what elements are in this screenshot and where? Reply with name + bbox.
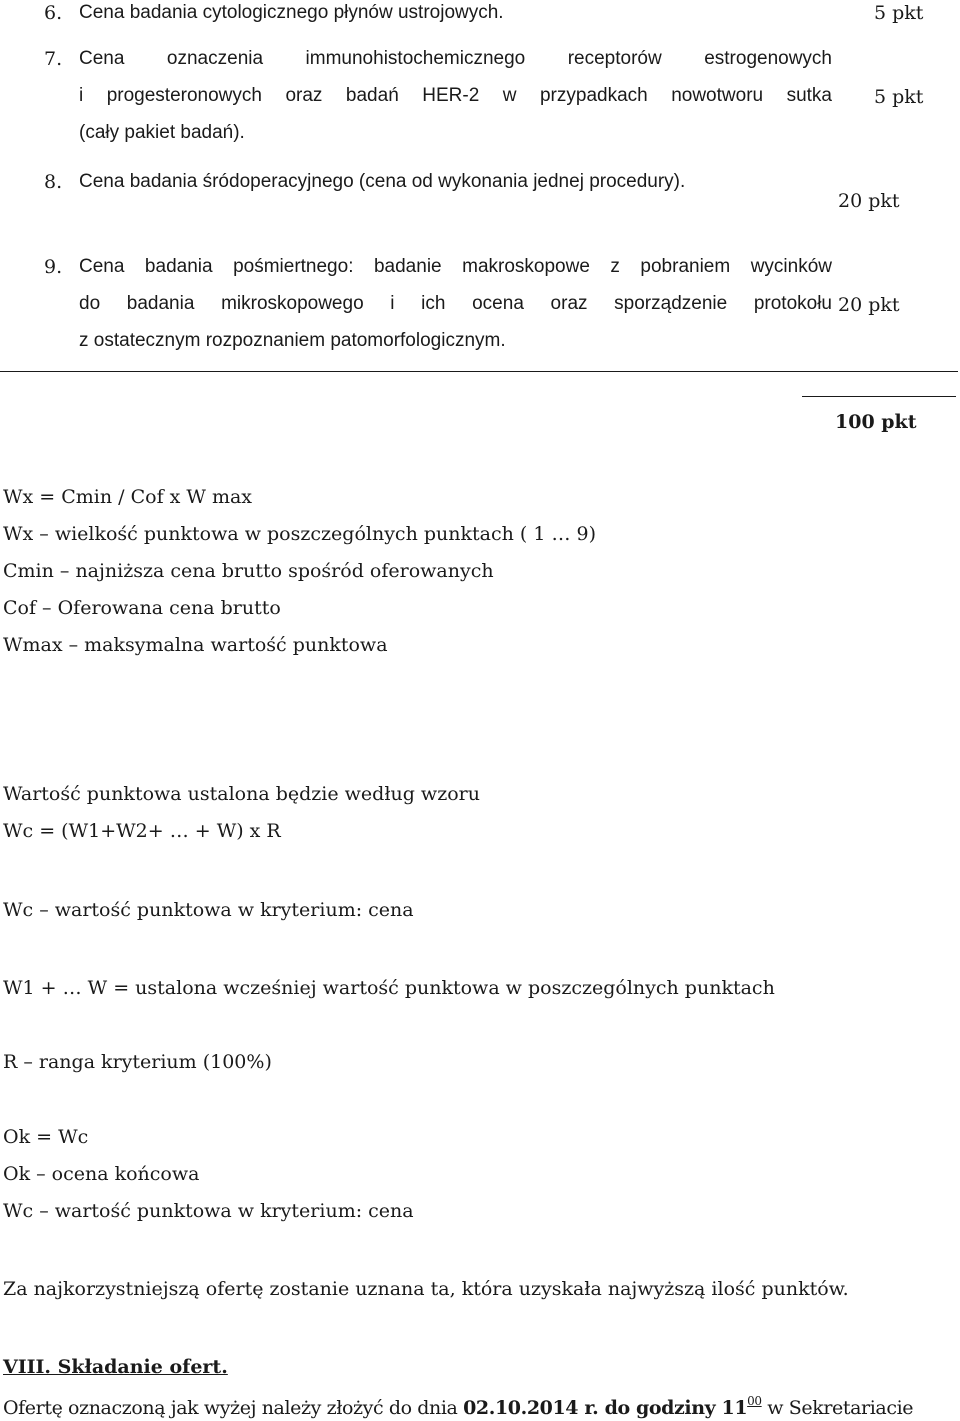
total-value: 100 pkt [835,411,917,433]
item-number-6: 6. [44,2,63,24]
wc-definition-2: Wc – wartość punktowa w kryterium: cena [3,1200,414,1222]
item-text-8: Cena badania śródoperacyjnego (cena od wykonania jednej procedury). [79,171,686,192]
w-definition: W1 + … W = ustalona wcześniej wartość punktowa w poszczególnych punktach [3,977,775,999]
item-text-7-line3: (cały pakiet badań). [79,122,245,143]
offer-deadline [3,1394,913,1419]
offer-deadline-date: 02.10.2014 r. do godziny 11 [463,1397,748,1419]
item-points-8: 20 pkt [838,190,900,212]
r-definition: R – ranga kryterium (100%) [3,1051,272,1073]
ok-formula: Ok = Wc [3,1126,89,1148]
item-number-7: 7. [44,48,63,70]
item-text-9-line1: Cena badania pośmiertnego: badanie makroskopowe z pobraniem wycinków [79,256,832,277]
offer-deadline-place: w Sekretariacie [761,1397,914,1419]
formula-def-cof: Cof – Oferowana cena brutto [3,597,281,619]
item-number-8: 8. [44,171,63,193]
item-points-6: 5 pkt [874,2,924,24]
scoring-intro: Wartość punktowa ustalona będzie według wzoru [3,783,480,805]
conclusion: Za najkorzystniejszą ofertę zostanie uznana ta, która uzyskała najwyższą ilość punktów. [3,1278,849,1300]
item-text-6: Cena badania cytologicznego płynów ustrojowych. [79,2,504,23]
wc-formula: Wc = (W1+W2+ … + W) x R [3,820,281,842]
section-heading [3,1356,228,1378]
ok-definition: Ok – ocena końcowa [3,1163,200,1185]
formula-main: Wx = Cmin / Cof x W max [3,486,253,508]
wc-definition: Wc – wartość punktowa w kryterium: cena [3,899,414,921]
item-text-9-line2: do badania mikroskopowego i ich ocena oraz sporządzenie protokołu [79,293,832,314]
formula-def-wx: Wx – wielkość punktowa w poszczególnych punktach ( 1 … 9) [3,523,596,545]
table-bottom-rule [0,371,958,372]
total-points [835,411,917,433]
item-text-7-line1: Cena oznaczenia immunohistochemicznego receptorów estrogenowych [79,48,832,69]
section-heading-text: VIII. Składanie ofert. [3,1356,228,1378]
offer-deadline-intro: Ofertę oznaczoną jak wyżej należy złożyć do dnia [3,1397,464,1419]
item-points-7: 5 pkt [874,86,924,108]
formula-def-cmin: Cmin – najniższa cena brutto spośród oferowanych [3,560,494,582]
item-points-9: 20 pkt [838,294,900,316]
offer-deadline-minutes: 00 [747,1394,762,1408]
item-text-7-line2: i progesteronowych oraz badań HER-2 w przypadkach nowotworu sutka [79,85,832,106]
formula-def-wmax: Wmax – maksymalna wartość punktowa [3,634,388,656]
item-number-9: 9. [44,256,63,278]
total-rule [802,396,956,397]
item-text-9-line3: z ostatecznym rozpoznaniem patomorfologicznym. [79,330,506,351]
